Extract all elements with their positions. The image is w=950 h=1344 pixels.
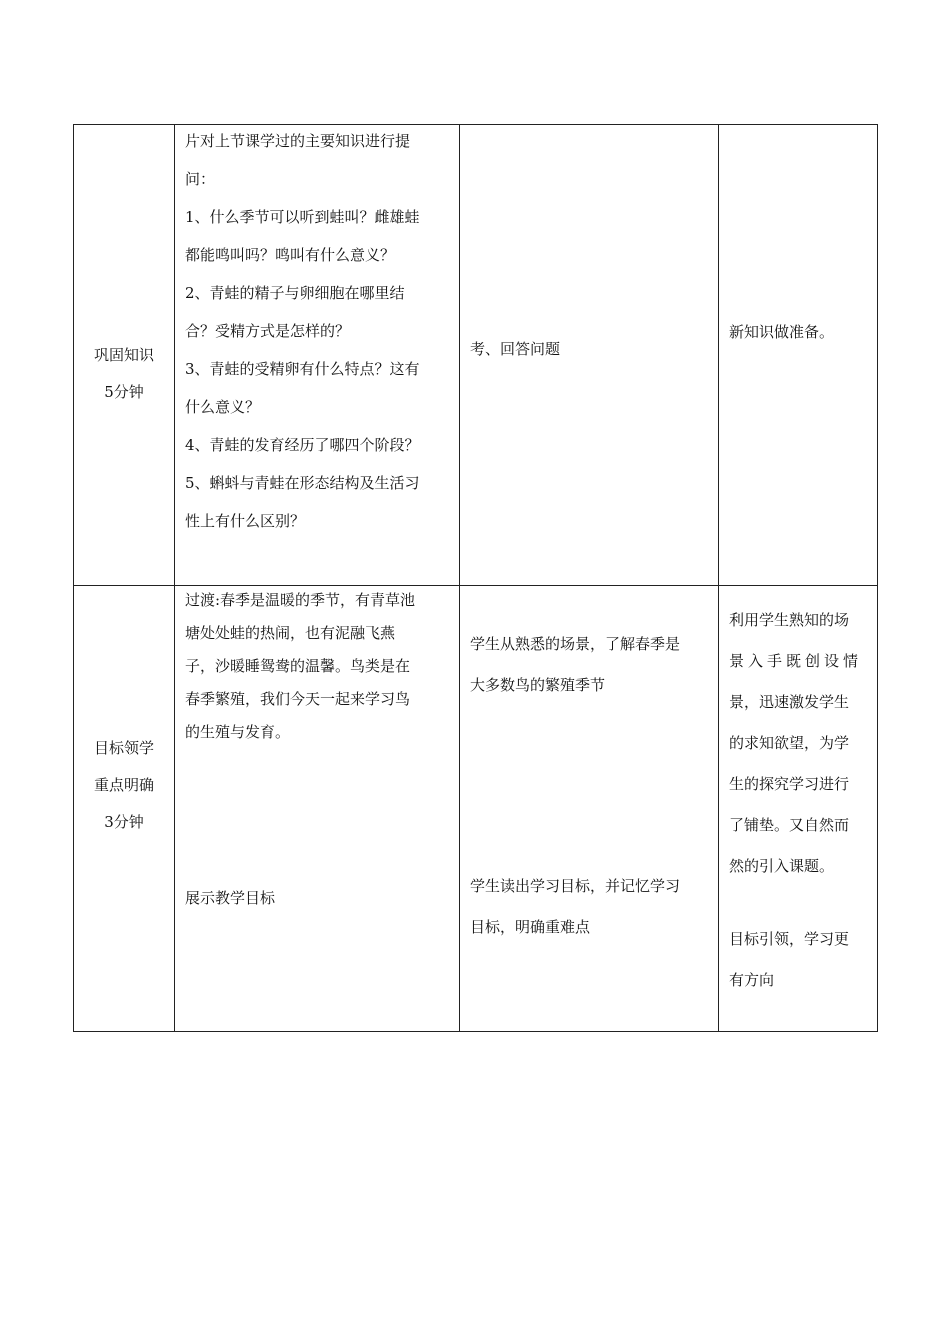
stage-label: 巩固知识 5分钟 xyxy=(93,346,154,401)
show-goals-text: 展示教学目标 xyxy=(185,889,276,907)
design-intent-cell xyxy=(719,125,878,586)
teacher-activity-cell xyxy=(175,586,460,1032)
student-goal-text: 学生读出学习目标，并记忆学习 目标，明确重难点 xyxy=(470,877,681,936)
table-row xyxy=(74,586,878,1032)
student-activity-text: 考、回答问题 xyxy=(470,340,561,358)
stage-cell xyxy=(74,125,175,586)
stage-cell xyxy=(74,586,175,1032)
teacher-questions: 片对上节课学过的主要知识进行提 问： 1、什么季节可以听到蛙叫？雌雄蛙 都能鸣叫吗？鸣叫有什么意义？ 2、青蛙的精子与卵细胞在哪里结 合？受精方式是怎样的？ 3、青蛙的受精卵有什么特点？这有 什么意义？ 4、青蛙的发育经历了哪四个阶段？ 5、蝌蚪与青蛙在形态结构及生活习 性上有什么区别？ xyxy=(185,132,420,530)
design-intent-cell xyxy=(719,586,878,1032)
stage-label: 目标领学 重点明确 3分钟 xyxy=(93,739,154,831)
lesson-plan-table xyxy=(73,124,878,1032)
student-activity-cell xyxy=(460,586,719,1032)
design-intent-text: 新知识做准备。 xyxy=(729,323,835,341)
transition-text: 过渡:春季是温暖的季节，有青草池 塘处处蛙的热闹，也有泥融飞燕 子，沙暖睡鸳鸯的温馨。鸟类是在 春季繁殖，我们今天一起来学习鸟 的生殖与发育。 xyxy=(185,591,416,741)
student-scene-text: 学生从熟悉的场景，了解春季是 大多数鸟的繁殖季节 xyxy=(470,635,681,694)
table-row xyxy=(74,125,878,586)
design-intent-goal-text: 目标引领，学习更 有方向 xyxy=(729,930,850,989)
student-activity-cell xyxy=(460,125,719,586)
design-intent-scene-text: 利用学生熟知的场 景入手既创设情 景，迅速激发学生 的求知欲望，为学 生的探究学习进行 了铺垫。又自然而 然的引入课题。 xyxy=(729,611,863,875)
teacher-activity-cell xyxy=(175,125,460,586)
